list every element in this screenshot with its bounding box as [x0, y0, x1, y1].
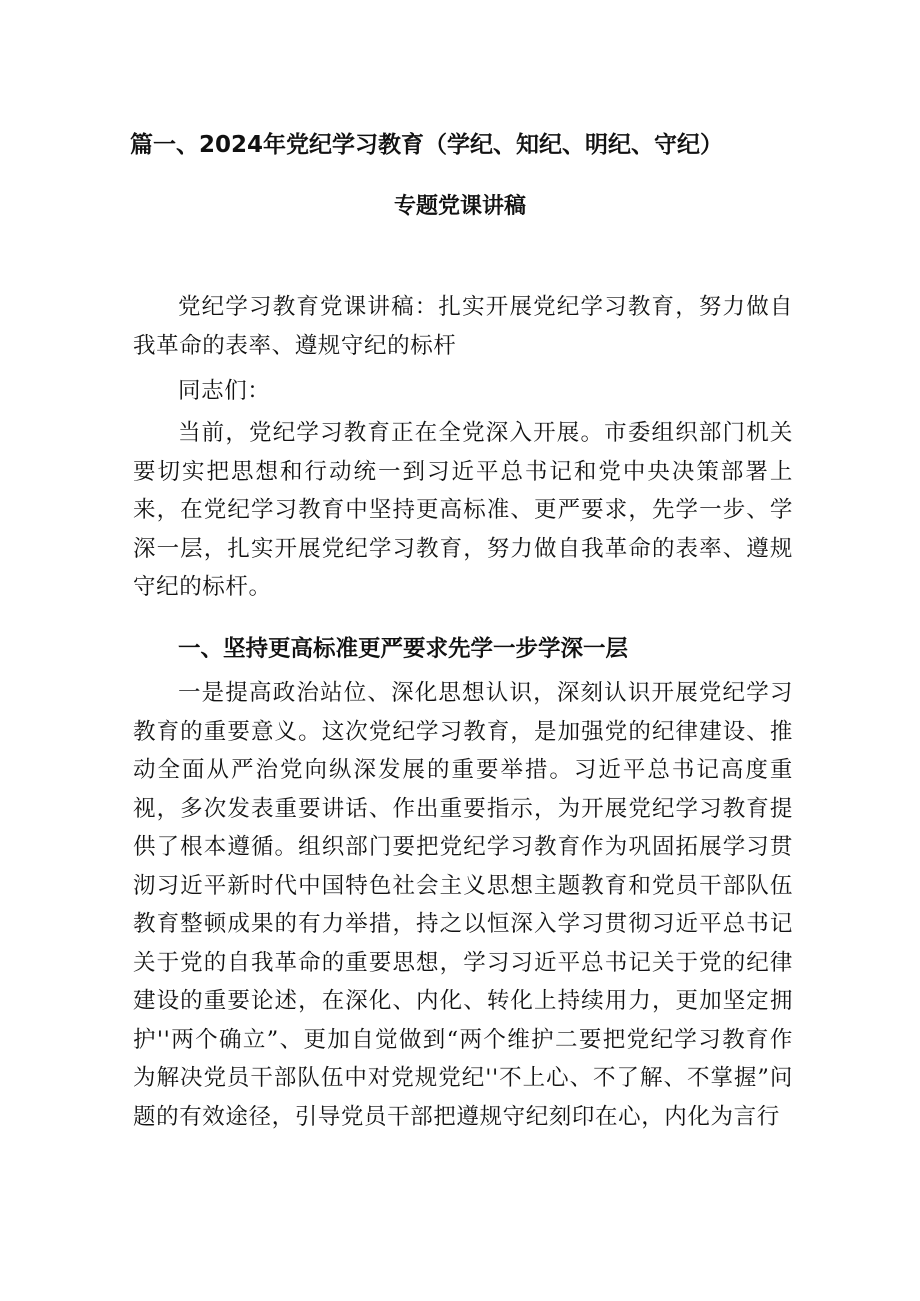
paragraph-section-1: 一是提高政治站位、深化思想认识，深刻认识开展党纪学习教育的重要意义。这次党纪学习教育，是加强党的纪律建设、推动全面从严治党向纵深发展的重要举措。习近平总书记高度重视，多次发表重要讲话、作出重要指示，为开展党纪学习教育提供了根本遵循。组织部门要把党纪学习教育作为巩固拓展学习贯沏习近平新时代中国特色社会主义思想主题教育和党员干部队伍教育整顿成果的有力举措，持之以恒深入学习贯彻习近平总书记关于党的自我革命的重要思想，学习习近平总书记关于党的纪律建设的重要论述，在深化、内化、转化上持续用力，更加坚定拥护''两个确立”、更加自觉做到“两个维护二要把党纪学习教育作为解决党员干部队伍中对党规党纪''不上心、不了解、不掌握”问题的有效途径，引导党员干部把遵规守纪刻印在心，内化为言行: [133, 680, 793, 1130]
document-title-line2: 专题党课讲稿: [393, 194, 526, 219]
paragraph-intro: 当前，党纪学习教育正在全党深入开展。市委组织部门机关要切实把思想和行动统一到习近平总书记和党中央决策部署上来，在党纪学习教育中坚持更高标准、更严要求，先学一步、学深一层，扎实开展党纪学习教育，努力做自我革命的表率、遵规守纪的标杆。: [133, 420, 793, 600]
paragraph-subtitle: 党纪学习教育党课讲稿：扎实开展党纪学习教育，努力做自我革命的表率、遵规守纪的标杆: [133, 294, 793, 359]
paragraph-salutation: 同志们：: [178, 378, 271, 404]
section-heading: 一、坚持更高标准更严要求先学一步学深一层: [178, 636, 629, 662]
document-title-line1: 篇一、2024年党纪学习教育（学纪、知纪、明纪、守纪）: [130, 132, 724, 158]
